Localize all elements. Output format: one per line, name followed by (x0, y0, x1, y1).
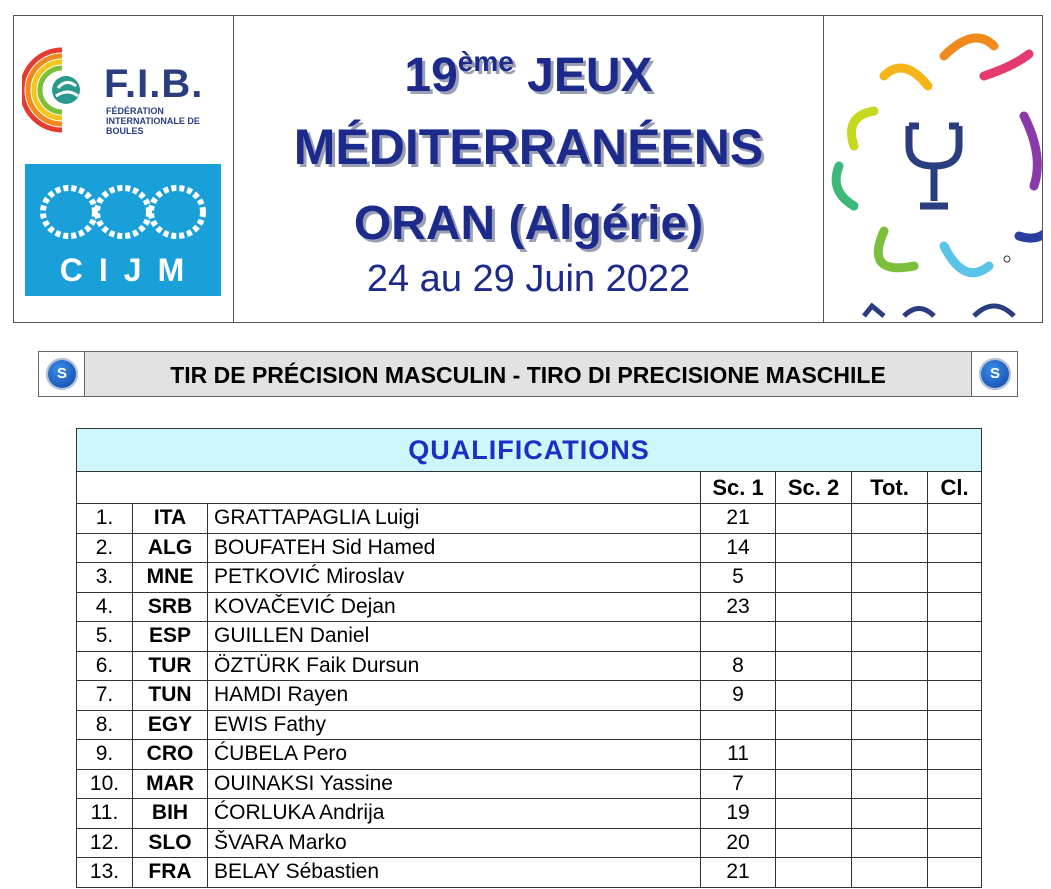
country-code-cell: ALG (133, 533, 208, 563)
games-dates: 24 au 29 Juin 2022 (366, 258, 691, 300)
column-header-blank (77, 472, 701, 504)
fib-emblem-icon (22, 42, 102, 138)
rank-cell: 13. (77, 858, 133, 888)
total-cell (852, 828, 928, 858)
classification-cell (928, 504, 982, 534)
player-name-cell: KOVAČEVIĆ Dejan (208, 592, 701, 622)
score1-cell: 7 (701, 769, 776, 799)
table-row (77, 592, 982, 622)
score1-cell: 19 (701, 799, 776, 829)
column-header-sc1: Sc. 1 (701, 472, 776, 504)
logo-cell-left (14, 16, 234, 322)
score2-cell (776, 740, 852, 770)
column-header-total: Tot. (852, 472, 928, 504)
table-row (77, 622, 982, 652)
cijm-letters: CIJM (59, 252, 201, 288)
fib-logo (22, 42, 227, 138)
rank-cell: 1. (77, 504, 133, 534)
games-name: MÉDITERRANÉENS (293, 119, 764, 175)
score2-cell (776, 651, 852, 681)
table-row (77, 740, 982, 770)
player-name-cell: BOUFATEH Sid Hamed (208, 533, 701, 563)
results-table (76, 428, 982, 888)
classification-cell (928, 828, 982, 858)
score1-cell: 9 (701, 681, 776, 711)
edition-number: 19 (404, 49, 458, 102)
score1-cell (701, 710, 776, 740)
country-code-cell: MAR (133, 769, 208, 799)
classification-cell (928, 769, 982, 799)
section-title: QUALIFICATIONS (77, 429, 982, 472)
games-location: ORAN (Algérie) (353, 197, 704, 250)
score2-cell (776, 858, 852, 888)
total-cell (852, 681, 928, 711)
classification-cell (928, 710, 982, 740)
logo-cell-right (824, 16, 1042, 322)
player-name-cell: HAMDI Rayen (208, 681, 701, 711)
score2-cell (776, 504, 852, 534)
classification-cell (928, 651, 982, 681)
column-header-classification: Cl. (928, 472, 982, 504)
score2-cell (776, 592, 852, 622)
boules-event-icon: S (979, 358, 1011, 390)
player-name-cell: BELAY Sébastien (208, 858, 701, 888)
results-table-wrapper (76, 428, 981, 888)
event-title-bar (38, 351, 1018, 397)
score1-cell (701, 622, 776, 652)
total-cell (852, 769, 928, 799)
country-code-cell: FRA (133, 858, 208, 888)
player-name-cell: EWIS Fathy (208, 710, 701, 740)
country-code-cell: ESP (133, 622, 208, 652)
player-name-cell: GRATTAPAGLIA Luigi (208, 504, 701, 534)
total-cell (852, 858, 928, 888)
score2-cell (776, 799, 852, 829)
table-row (77, 563, 982, 593)
title-cell (234, 16, 824, 322)
table-row (77, 651, 982, 681)
section-title-row (77, 429, 982, 472)
rank-cell: 5. (77, 622, 133, 652)
score2-cell (776, 533, 852, 563)
total-cell (852, 710, 928, 740)
score1-cell: 8 (701, 651, 776, 681)
classification-cell (928, 858, 982, 888)
player-name-cell: GUILLEN Daniel (208, 622, 701, 652)
column-header-row (77, 472, 982, 504)
country-code-cell: ITA (133, 504, 208, 534)
rank-cell: 10. (77, 769, 133, 799)
country-code-cell: TUN (133, 681, 208, 711)
player-name-cell: PETKOVIĆ Miroslav (208, 563, 701, 593)
classification-cell (928, 563, 982, 593)
cijm-logo (25, 164, 221, 296)
rank-cell: 7. (77, 681, 133, 711)
classification-cell (928, 622, 982, 652)
rank-cell: 11. (77, 799, 133, 829)
total-cell (852, 504, 928, 534)
country-code-cell: EGY (133, 710, 208, 740)
fib-subtitle: FÉDÉRATION INTERNATIONALE DE BOULES (106, 106, 200, 136)
score1-cell: 14 (701, 533, 776, 563)
score1-cell: 21 (701, 858, 776, 888)
score2-cell (776, 828, 852, 858)
table-row (77, 769, 982, 799)
score2-cell (776, 710, 852, 740)
score1-cell: 21 (701, 504, 776, 534)
rank-cell: 6. (77, 651, 133, 681)
total-cell (852, 622, 928, 652)
country-code-cell: BIH (133, 799, 208, 829)
total-cell (852, 592, 928, 622)
score2-cell (776, 769, 852, 799)
country-code-cell: MNE (133, 563, 208, 593)
rank-cell: 9. (77, 740, 133, 770)
rank-cell: 4. (77, 592, 133, 622)
total-cell (852, 651, 928, 681)
event-title: TIR DE PRÉCISION MASCULIN - TIRO DI PRECISIONE MASCHILE (85, 352, 971, 396)
total-cell (852, 799, 928, 829)
rank-cell: 8. (77, 710, 133, 740)
player-name-cell: ĆUBELA Pero (208, 740, 701, 770)
score2-cell (776, 563, 852, 593)
country-code-cell: SLO (133, 828, 208, 858)
rank-cell: 12. (77, 828, 133, 858)
results-body (77, 504, 982, 888)
country-code-cell: TUR (133, 651, 208, 681)
classification-cell (928, 681, 982, 711)
classification-cell (928, 740, 982, 770)
oran-games-logo-icon (824, 16, 1042, 322)
total-cell (852, 740, 928, 770)
table-row (77, 799, 982, 829)
score1-cell: 5 (701, 563, 776, 593)
player-name-cell: ĆORLUKA Andrija (208, 799, 701, 829)
table-row (77, 533, 982, 563)
classification-cell (928, 799, 982, 829)
table-row (77, 858, 982, 888)
edition-rest: JEUX (513, 49, 653, 102)
column-header-sc2: Sc. 2 (776, 472, 852, 504)
fib-name: F.I.B. (104, 62, 204, 106)
score2-cell (776, 681, 852, 711)
rank-cell: 2. (77, 533, 133, 563)
score1-cell: 11 (701, 740, 776, 770)
country-code-cell: SRB (133, 592, 208, 622)
player-name-cell: OUINAKSI Yassine (208, 769, 701, 799)
total-cell (852, 563, 928, 593)
country-code-cell: CRO (133, 740, 208, 770)
player-name-cell: ÖZTÜRK Faik Dursun (208, 651, 701, 681)
table-row (77, 504, 982, 534)
games-edition (234, 46, 823, 103)
score1-cell: 23 (701, 592, 776, 622)
event-icon-cell-right (971, 352, 1017, 396)
cijm-rings-icon (39, 182, 207, 242)
header-banner (13, 15, 1043, 323)
boules-event-icon: S (46, 358, 78, 390)
score1-cell: 20 (701, 828, 776, 858)
table-row (77, 710, 982, 740)
classification-cell (928, 592, 982, 622)
classification-cell (928, 533, 982, 563)
total-cell (852, 533, 928, 563)
edition-suffix: ème (457, 46, 514, 77)
score2-cell (776, 622, 852, 652)
table-row (77, 828, 982, 858)
event-icon-cell-left (39, 352, 85, 396)
table-row (77, 681, 982, 711)
player-name-cell: ŠVARA Marko (208, 828, 701, 858)
rank-cell: 3. (77, 563, 133, 593)
